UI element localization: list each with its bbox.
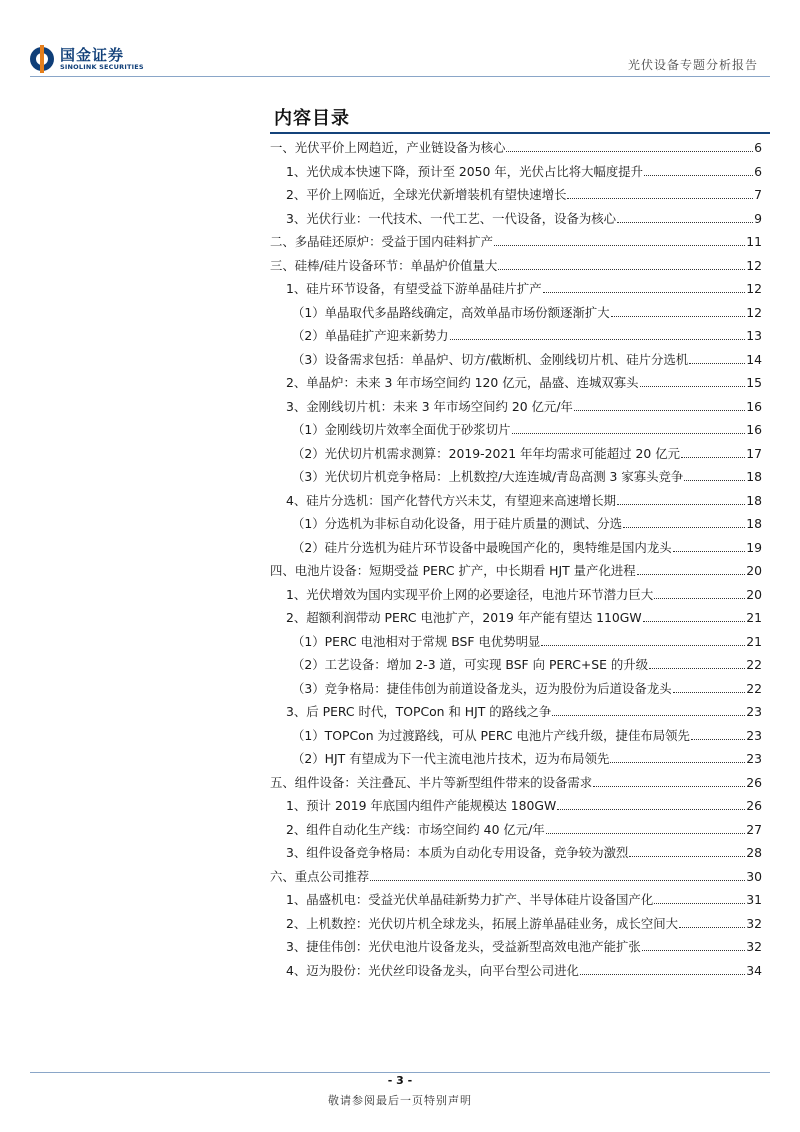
toc-entry-title: 五、组件设备：关注叠瓦、半片等新型组件带来的设备需求 [270, 774, 593, 790]
toc-entry[interactable] [270, 841, 762, 865]
toc-entry-page: 6 [754, 140, 762, 155]
toc-entry-page: 6 [754, 163, 762, 179]
toc-entry-page: 22 [746, 680, 762, 696]
toc-entry-page: 12 [746, 257, 762, 273]
toc-leader-dots [673, 541, 746, 552]
toc-leader-dots [617, 212, 753, 223]
toc-entry[interactable] [270, 630, 762, 654]
toc-leader-dots [684, 470, 745, 481]
toc-entry-title: （2）硅片分选机为硅片环节设备中最晚国产化的，奥特维是国内龙头 [292, 539, 672, 555]
toc-entry[interactable] [270, 465, 762, 489]
toc-entry-title: 一、光伏平价上网趋近，产业链设备为核心 [270, 140, 506, 155]
toc-entry[interactable] [270, 395, 762, 419]
toc-entry[interactable] [270, 583, 762, 607]
toc-leader-dots [640, 376, 746, 387]
toc-entry-title: 二、多晶硅还原炉：受益于国内硅料扩产 [270, 234, 494, 249]
toc-entry-page: 18 [746, 469, 762, 484]
toc-entry-page: 11 [746, 234, 762, 249]
toc-entry-title: 1、预计 2019 年底国内组件产能规模达 180GW [286, 798, 557, 813]
logo-english-name: SINOLINK SECURITIES [60, 62, 144, 71]
page-header [0, 0, 800, 80]
toc-entry[interactable] [270, 160, 762, 184]
toc-entry[interactable] [270, 747, 762, 771]
toc-leader-dots [370, 870, 745, 881]
toc-leader-dots [506, 141, 753, 152]
toc-leader-dots [644, 165, 753, 176]
toc-entry-page: 16 [746, 398, 762, 414]
toc-entry-page: 28 [746, 845, 762, 860]
toc-entry-page: 16 [746, 422, 762, 437]
toc-entry-page: 30 [746, 868, 762, 884]
toc-entry-title: 2、平价上网临近，全球光伏新增装机有望快速增长 [286, 187, 567, 202]
toc-entry-page: 23 [746, 751, 762, 766]
toc-entry[interactable] [270, 935, 762, 959]
toc-entry[interactable] [270, 959, 762, 983]
toc-leader-dots [567, 188, 753, 199]
toc-entry[interactable] [270, 536, 762, 560]
toc-leader-dots [574, 400, 745, 411]
toc-entry[interactable] [270, 418, 762, 442]
toc-entry-title: （3）光伏切片机竞争格局：上机数控/大连连城/青岛高测 3 家寡头竞争 [292, 469, 684, 484]
toc-leader-dots [557, 799, 745, 810]
toc-entry-title: （2）光伏切片机需求测算：2019-2021 年年均需求可能超过 20 亿元 [292, 445, 680, 461]
toc-leader-dots [681, 447, 745, 458]
toc-entry-title: 六、重点公司推荐 [270, 868, 370, 884]
toc-entry[interactable] [270, 865, 762, 889]
toc-entry-title: 2、超额利润带动 PERC 电池扩产，2019 年产能有望达 110GW [286, 610, 642, 625]
toc-leader-dots [623, 517, 745, 528]
logo-mark-icon [30, 47, 54, 71]
toc-leader-dots [654, 893, 745, 904]
toc-entry-page: 21 [746, 633, 762, 649]
toc-entry-title: 1、硅片环节设备，有望受益下游单晶硅片扩产 [286, 281, 542, 296]
toc-entry-page: 26 [746, 774, 762, 790]
toc-entry-page: 17 [746, 445, 762, 461]
toc-entry-title: 4、硅片分选机：国产化替代方兴未艾，有望迎来高速增长期 [286, 492, 617, 508]
toc-entry-page: 32 [746, 915, 762, 931]
toc-heading-divider [270, 132, 770, 134]
toc-leader-dots [593, 776, 745, 787]
toc-entry[interactable] [270, 912, 762, 936]
toc-entry-page: 7 [754, 187, 762, 202]
toc-entry-title: （3）设备需求包括：单晶炉、切方/截断机、金刚线切片机、硅片分选机 [292, 351, 689, 367]
toc-leader-dots [552, 705, 745, 716]
toc-entry-page: 14 [746, 351, 762, 367]
toc-entry-page: 32 [746, 939, 762, 954]
toc-entry[interactable] [270, 512, 762, 536]
toc-leader-dots [512, 423, 746, 434]
toc-entry[interactable] [270, 371, 762, 395]
toc-entry-page: 19 [746, 539, 762, 555]
toc-leader-dots [610, 752, 745, 763]
toc-entry[interactable] [270, 230, 762, 254]
toc-entry[interactable] [270, 653, 762, 677]
toc-heading: 内容目录 [274, 108, 350, 129]
toc-entry-title: 3、光伏行业：一代技术、一代工艺、一代设备，设备为核心 [286, 210, 617, 226]
logo-chinese-name: 国金证券 [60, 45, 125, 64]
toc-leader-dots [643, 611, 746, 622]
company-logo [30, 44, 150, 74]
toc-entry[interactable] [270, 888, 762, 912]
toc-leader-dots [546, 823, 745, 834]
toc-leader-dots [649, 658, 745, 669]
toc-entry-page: 13 [746, 328, 762, 343]
toc-entry-page: 9 [754, 210, 762, 226]
toc-entry-title: （1）单晶取代多晶路线确定，高效单晶市场份额逐渐扩大 [292, 304, 610, 320]
toc-entry-title: 2、上机数控：光伏切片机全球龙头，拓展上游单晶硅业务，成长空间大 [286, 915, 678, 931]
report-title: 光伏设备专题分析报告 [627, 58, 758, 72]
toc-leader-dots [673, 682, 746, 693]
toc-entry-page: 26 [746, 798, 762, 813]
toc-entry[interactable] [270, 136, 762, 160]
toc-entry-title: 3、组件设备竞争格局：本质为自动化专用设备，竞争较为激烈 [286, 845, 629, 860]
toc-entry-page: 20 [746, 586, 762, 602]
toc-entry-title: （1）PERC 电池相对于常规 BSF 电优势明显 [292, 633, 541, 649]
toc-entry[interactable] [270, 442, 762, 466]
toc-entry[interactable] [270, 489, 762, 513]
toc-entry-title: 2、组件自动化生产线：市场空间约 40 亿元/年 [286, 821, 545, 837]
toc-leader-dots [691, 729, 745, 740]
toc-entry-page: 18 [746, 492, 762, 508]
toc-entry[interactable] [270, 724, 762, 748]
toc-entry[interactable] [270, 606, 762, 630]
page-number: - 3 - [387, 1074, 413, 1087]
toc-entry-title: 2、单晶炉：未来 3 年市场空间约 120 亿元，晶盛、连城双寡头 [286, 375, 639, 390]
toc-entry-title: （1）金刚线切片效率全面优于砂浆切片 [292, 422, 511, 437]
toc-entry-page: 23 [746, 704, 762, 719]
toc-entry-title: 4、迈为股份：光伏丝印设备龙头，向平台型公司进化 [286, 962, 579, 978]
toc-entry[interactable] [270, 794, 762, 818]
toc-entry[interactable] [270, 183, 762, 207]
toc-entry-title: 三、硅棒/硅片设备环节：单晶炉价值量大 [270, 257, 498, 273]
toc-entry-title: （3）竞争格局：捷佳伟创为前道设备龙头，迈为股份为后道设备龙头 [292, 680, 672, 696]
toc-entry-title: （1）TOPCon 为过渡路线，可从 PERC 电池片产线升级，捷佳布局领先 [292, 727, 690, 743]
toc-leader-dots [679, 917, 745, 928]
toc-leader-dots [689, 353, 745, 364]
toc-entry-page: 21 [746, 610, 762, 625]
table-of-contents [270, 136, 762, 982]
toc-entry-page: 27 [746, 821, 762, 837]
toc-entry[interactable] [270, 348, 762, 372]
toc-entry[interactable] [270, 818, 762, 842]
toc-entry-title: （1）分选机为非标自动化设备，用于硅片质量的测试、分选 [292, 516, 623, 531]
toc-entry-page: 18 [746, 516, 762, 531]
toc-leader-dots [654, 588, 745, 599]
toc-entry-title: 1、光伏成本快速下降，预计至 2050 年，光伏占比将大幅度提升 [286, 163, 644, 179]
toc-entry-page: 20 [746, 563, 762, 578]
toc-leader-dots [498, 259, 745, 270]
toc-entry[interactable] [270, 771, 762, 795]
toc-entry-page: 12 [746, 304, 762, 320]
toc-leader-dots [637, 564, 746, 575]
toc-entry[interactable] [270, 324, 762, 348]
toc-entry-title: 3、后 PERC 时代，TOPCon 和 HJT 的路线之争 [286, 704, 552, 719]
toc-entry-title: （2）工艺设备：增加 2-3 道，可实现 BSF 向 PERC+SE 的升级 [292, 657, 649, 672]
toc-entry[interactable] [270, 559, 762, 583]
disclaimer-note: 敬请参阅最后一页特别声明 [328, 1094, 472, 1107]
toc-leader-dots [642, 940, 745, 951]
toc-entry-title: 1、晶盛机电：受益光伏单晶硅新势力扩产、半导体硅片设备国产化 [286, 892, 654, 907]
toc-leader-dots [629, 846, 745, 857]
toc-entry[interactable] [270, 277, 762, 301]
logo-text [60, 47, 144, 72]
toc-entry-page: 23 [746, 727, 762, 743]
toc-entry-title: 3、金刚线切片机：未来 3 年市场空间约 20 亿元/年 [286, 398, 573, 414]
toc-entry-title: 3、捷佳伟创：光伏电池片设备龙头，受益新型高效电池产能扩张 [286, 939, 641, 954]
toc-entry[interactable] [270, 207, 762, 231]
toc-entry-page: 31 [746, 892, 762, 907]
toc-entry[interactable] [270, 301, 762, 325]
toc-leader-dots [611, 306, 746, 317]
toc-entry[interactable] [270, 254, 762, 278]
toc-entry-title: 四、电池片设备：短期受益 PERC 扩产，中长期看 HJT 量产化进程 [270, 563, 636, 578]
toc-leader-dots [494, 235, 745, 246]
toc-entry-page: 15 [746, 375, 762, 390]
toc-entry-title: （2）HJT 有望成为下一代主流电池片技术，迈为布局领先 [292, 751, 610, 766]
toc-leader-dots [580, 964, 745, 975]
toc-entry-page: 22 [746, 657, 762, 672]
header-divider [30, 76, 770, 77]
toc-leader-dots [541, 635, 745, 646]
toc-entry[interactable] [270, 677, 762, 701]
toc-entry-title: （2）单晶硅扩产迎来新势力 [292, 328, 449, 343]
toc-entry[interactable] [270, 700, 762, 724]
toc-entry-page: 12 [746, 281, 762, 296]
toc-leader-dots [450, 329, 746, 340]
footer-divider [30, 1072, 770, 1073]
toc-leader-dots [617, 494, 745, 505]
toc-leader-dots [543, 282, 746, 293]
toc-entry-page: 34 [746, 962, 762, 978]
toc-entry-title: 1、光伏增效为国内实现平价上网的必要途径，电池片环节潜力巨大 [286, 586, 654, 602]
